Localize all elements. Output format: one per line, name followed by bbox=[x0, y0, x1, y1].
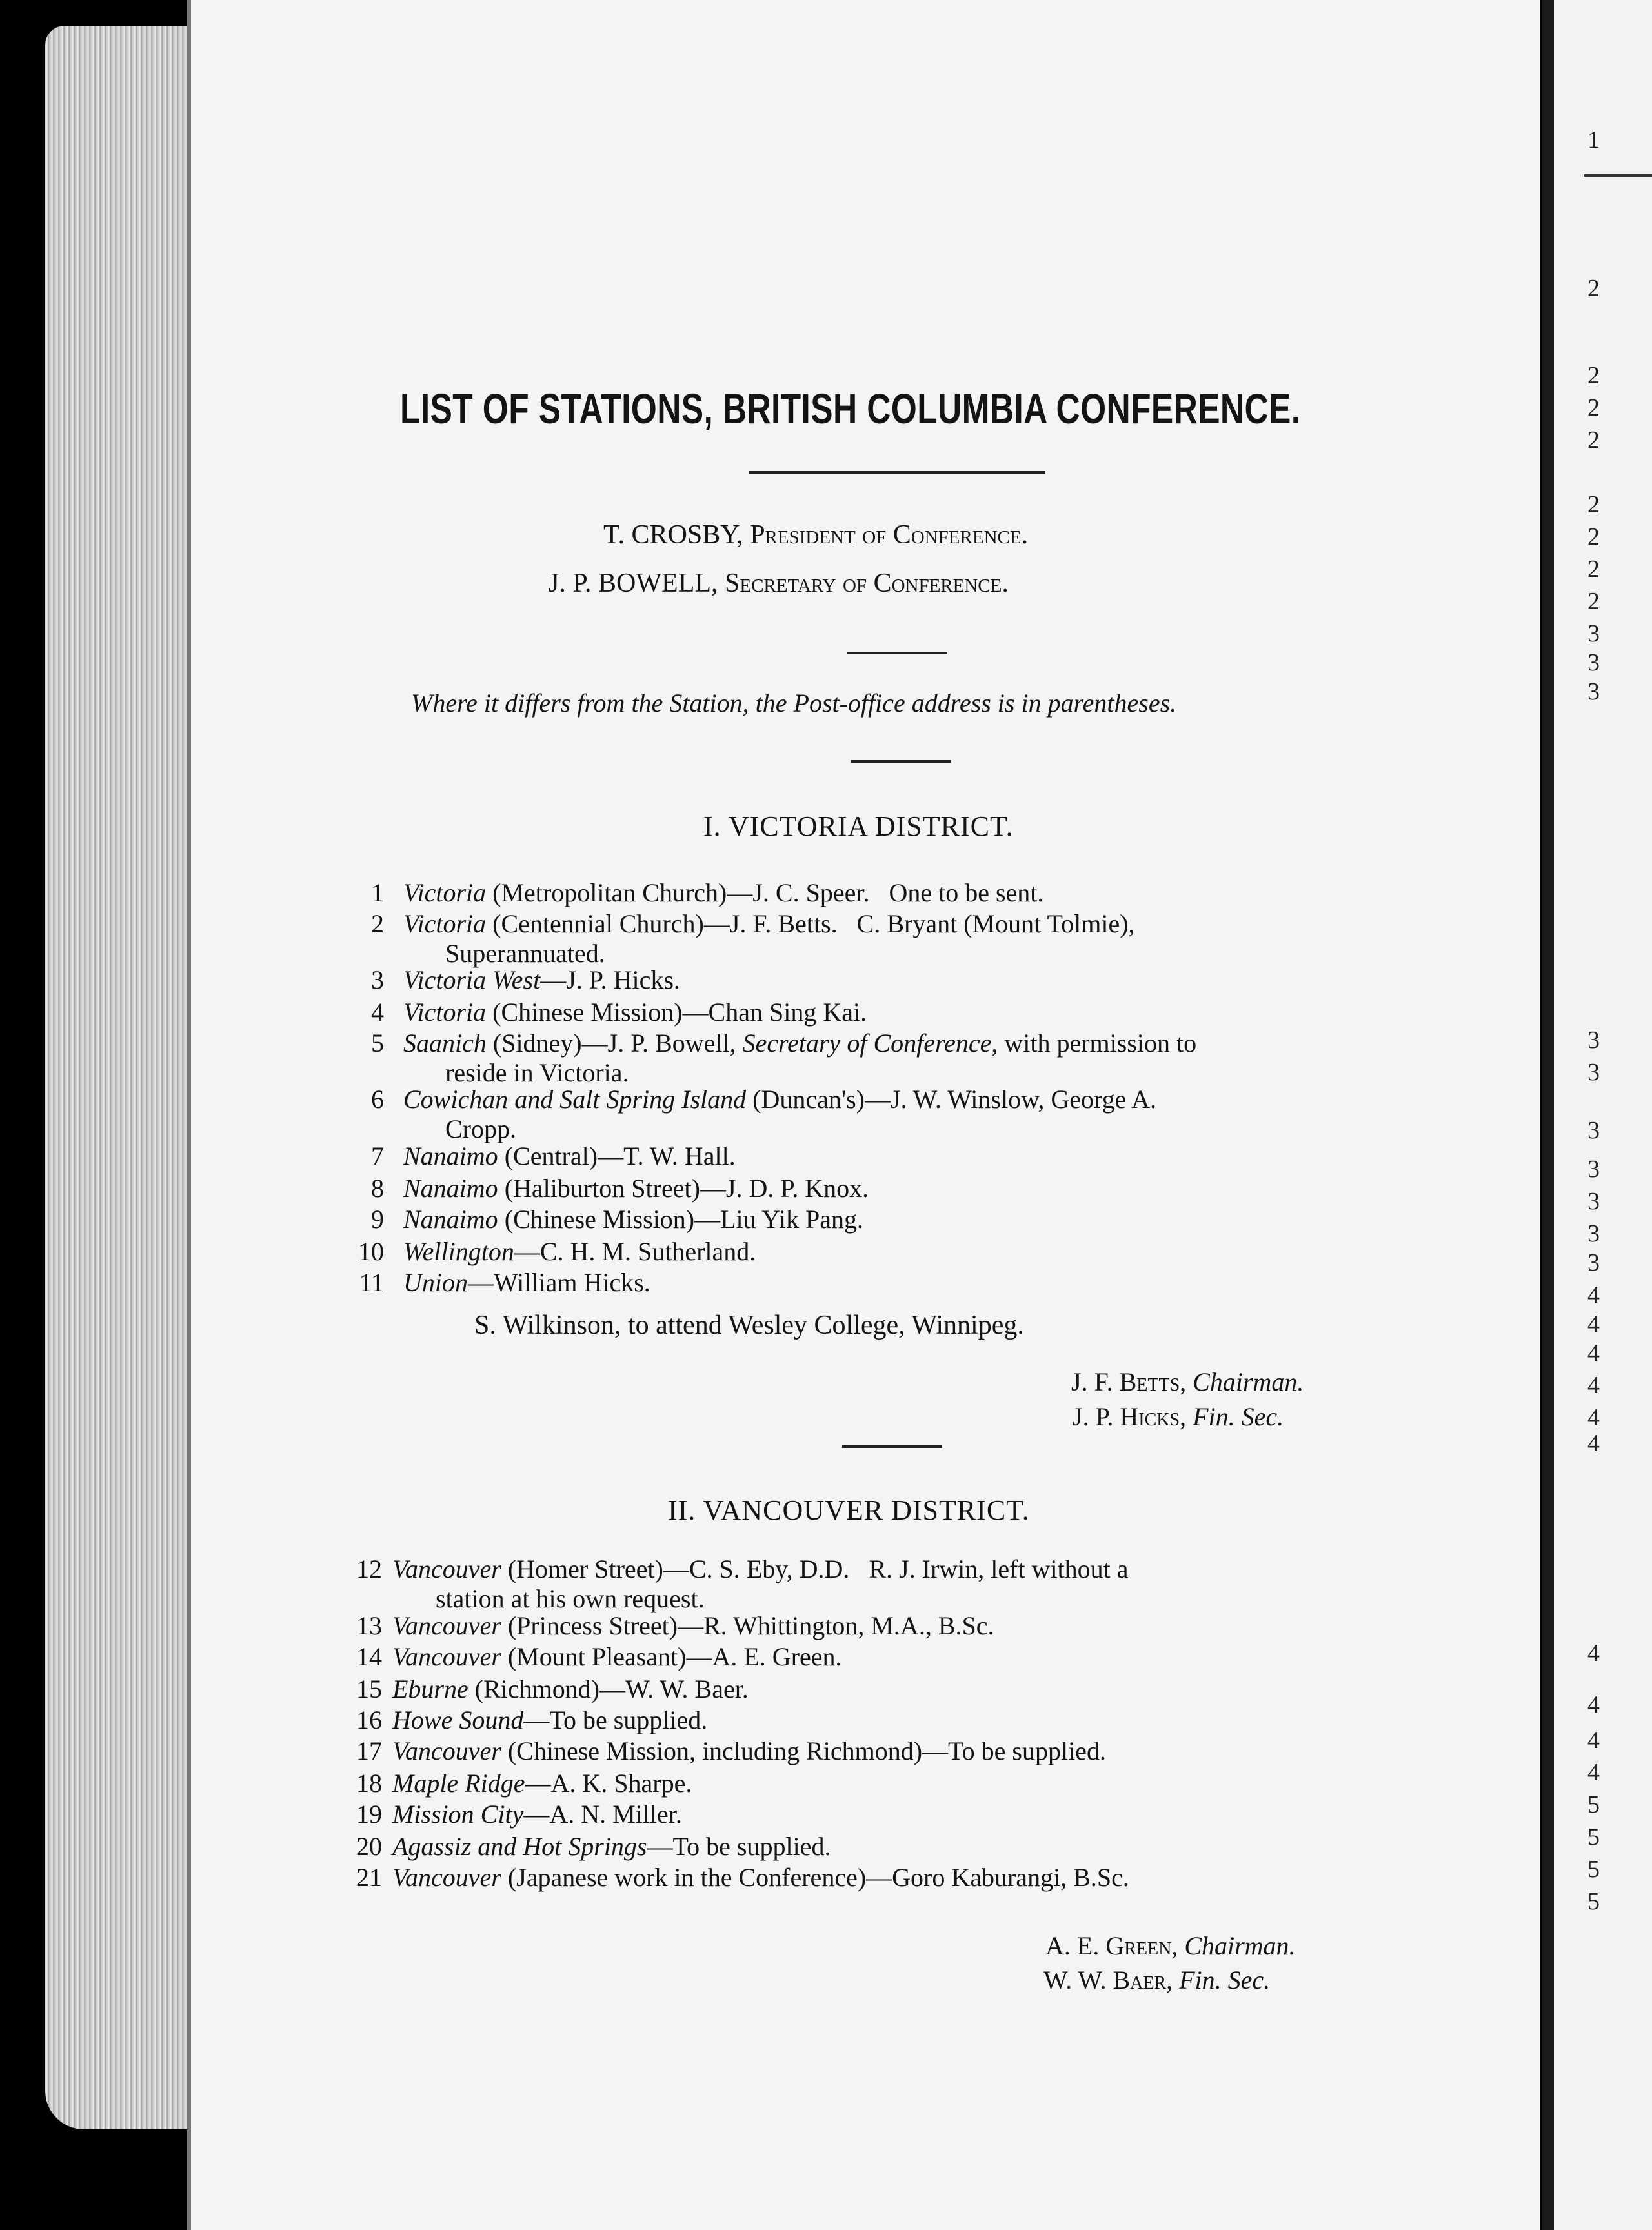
station-entry bbox=[403, 878, 1043, 909]
fin-sec-role: Fin. Sec. bbox=[1179, 1965, 1271, 1994]
facing-page-number: 3 bbox=[1587, 1249, 1600, 1276]
station-entry bbox=[392, 1642, 841, 1672]
station-details: (Sidney)—J. P. Bowell, bbox=[486, 1029, 743, 1058]
station-name: Mission City bbox=[392, 1800, 524, 1829]
station-entry bbox=[403, 997, 867, 1028]
page-title: LIST OF STATIONS, BRITISH COLUMBIA CONFERENCE. bbox=[400, 385, 1301, 432]
station-name: Victoria West bbox=[403, 965, 541, 994]
secretary-name: J. P. BOWELL, bbox=[549, 568, 718, 598]
station-details: (Duncan's)—J. W. Winslow, George A. bbox=[746, 1085, 1157, 1114]
facing-page-number: 4 bbox=[1587, 1727, 1600, 1754]
facing-page-number: 4 bbox=[1587, 1281, 1600, 1309]
station-entry bbox=[392, 1799, 682, 1830]
station-entry bbox=[403, 1236, 756, 1267]
station-name: Victoria bbox=[403, 998, 487, 1027]
title-rule bbox=[749, 471, 1045, 474]
station-details: —William Hicks. bbox=[468, 1268, 650, 1297]
entry-number: 15 bbox=[356, 1674, 382, 1703]
station-details: (Chinese Mission)—Liu Yik Pang. bbox=[498, 1205, 863, 1234]
fin-sec-role: Fin. Sec. bbox=[1193, 1402, 1284, 1431]
secretary-line bbox=[549, 568, 1009, 599]
entry-number: 21 bbox=[356, 1863, 382, 1892]
facing-page-number: 4 bbox=[1587, 1311, 1600, 1338]
fin-sec-name: J. P. Hicks, bbox=[1073, 1402, 1187, 1431]
facing-page-number: 2 bbox=[1587, 556, 1600, 583]
district-heading-victoria: I. VICTORIA DISTRICT. bbox=[703, 810, 1014, 842]
station-details: (Centennial Church)—J. F. Betts. C. Bryant (Mount Tolmie), bbox=[486, 909, 1135, 938]
station-name: Saanich bbox=[403, 1029, 487, 1058]
station-name: Eburne bbox=[392, 1674, 468, 1703]
district-fin-sec bbox=[1073, 1401, 1284, 1432]
entry-number: 20 bbox=[356, 1832, 382, 1861]
facing-page-number: 3 bbox=[1587, 1188, 1600, 1215]
district-heading-vancouver: II. VANCOUVER DISTRICT. bbox=[668, 1494, 1030, 1526]
facing-page-number: 2 bbox=[1587, 588, 1600, 615]
station-details: —C. H. M. Sutherland. bbox=[514, 1237, 756, 1266]
station-entry bbox=[403, 909, 1135, 939]
entry-number: 12 bbox=[356, 1554, 382, 1583]
district-chairman bbox=[1045, 1931, 1296, 1961]
entry-number: 5 bbox=[371, 1029, 384, 1058]
station-entry bbox=[392, 1768, 692, 1799]
facing-page-number: 2 bbox=[1587, 427, 1600, 454]
facing-page-number: 2 bbox=[1587, 523, 1600, 550]
facing-page-number: 2 bbox=[1587, 491, 1600, 518]
facing-page-number: 4 bbox=[1587, 1372, 1600, 1399]
station-name: Victoria bbox=[403, 878, 487, 907]
facing-page-number: 1 bbox=[1587, 126, 1600, 154]
entry-number: 4 bbox=[371, 998, 384, 1027]
station-entry-continued: station at his own request. bbox=[436, 1584, 705, 1613]
facing-page-number: 4 bbox=[1587, 1640, 1600, 1667]
entry-number: 2 bbox=[371, 909, 384, 938]
facing-page-number: 3 bbox=[1587, 1059, 1600, 1086]
station-details: (Japanese work in the Conference)—Goro Kaburangi, B.Sc. bbox=[501, 1863, 1129, 1892]
chairman-name: A. E. Green, bbox=[1045, 1931, 1178, 1960]
note-rule bbox=[851, 760, 951, 763]
station-name: Wellington bbox=[403, 1237, 514, 1266]
station-details: (Haliburton Street)—J. D. P. Knox. bbox=[498, 1174, 869, 1203]
station-name: Vancouver bbox=[392, 1863, 501, 1892]
station-details: (Richmond)—W. W. Baer. bbox=[468, 1674, 749, 1703]
station-details: —J. P. Hicks. bbox=[540, 965, 680, 994]
station-entry bbox=[403, 1267, 650, 1298]
station-name: Victoria bbox=[403, 909, 487, 938]
station-entry-continued: Cropp. bbox=[445, 1114, 516, 1143]
facing-page-number: 5 bbox=[1587, 1823, 1600, 1851]
president-role: President of Conference. bbox=[750, 520, 1029, 550]
facing-page-number: 3 bbox=[1587, 678, 1600, 705]
station-details: (Princess Street)—R. Whittington, M.A., B.Sc. bbox=[501, 1611, 994, 1640]
station-name: Howe Sound bbox=[392, 1705, 524, 1734]
station-name: Agassiz and Hot Springs bbox=[392, 1832, 647, 1861]
station-entry bbox=[392, 1674, 749, 1705]
document-page bbox=[187, 0, 1540, 2230]
facing-page-number: 2 bbox=[1587, 394, 1600, 421]
station-entry-continued: reside in Victoria. bbox=[445, 1058, 629, 1087]
station-details: —A. K. Sharpe. bbox=[525, 1769, 692, 1798]
facing-page-number: 2 bbox=[1587, 362, 1600, 389]
station-entry bbox=[403, 1141, 736, 1172]
district-chairman bbox=[1071, 1367, 1304, 1397]
chairman-role: Chairman. bbox=[1184, 1931, 1296, 1960]
station-entry bbox=[403, 1028, 1196, 1059]
station-details: (Mount Pleasant)—A. E. Green. bbox=[501, 1642, 842, 1671]
president-name: T. CROSBY, bbox=[603, 520, 743, 550]
president-line bbox=[603, 519, 1028, 550]
facing-page-rule bbox=[1584, 174, 1652, 177]
entry-number: 10 bbox=[358, 1237, 384, 1266]
station-entry bbox=[392, 1831, 831, 1862]
facing-page-number: 3 bbox=[1587, 1117, 1600, 1144]
station-name: Vancouver bbox=[392, 1642, 501, 1671]
facing-page-number: 4 bbox=[1587, 1340, 1600, 1367]
station-name: Union bbox=[403, 1268, 468, 1297]
station-entry bbox=[392, 1611, 994, 1642]
header-rule bbox=[847, 652, 947, 654]
station-entry-continued: Superannuated. bbox=[445, 939, 605, 968]
facing-page-number: 5 bbox=[1587, 1791, 1600, 1818]
station-details: —A. N. Miller. bbox=[523, 1800, 682, 1829]
station-office: Secretary of Conference bbox=[742, 1029, 992, 1058]
facing-page-number: 3 bbox=[1587, 1156, 1600, 1183]
entry-number: 14 bbox=[356, 1642, 382, 1671]
entry-number: 13 bbox=[356, 1611, 382, 1640]
station-entry bbox=[403, 1084, 1156, 1115]
entry-number: 6 bbox=[371, 1085, 384, 1114]
station-entry bbox=[403, 965, 680, 996]
entry-number: 3 bbox=[371, 965, 384, 994]
station-details: (Metropolitan Church)—J. C. Speer. One to be sent. bbox=[486, 878, 1044, 907]
station-details: —To be supplied. bbox=[647, 1832, 831, 1861]
facing-page-number: 4 bbox=[1587, 1759, 1600, 1786]
station-entry bbox=[403, 1204, 863, 1235]
district-rule bbox=[842, 1445, 942, 1448]
book-page-edges bbox=[45, 26, 194, 2129]
station-name: Nanaimo bbox=[403, 1205, 498, 1234]
facing-page-number: 5 bbox=[1587, 1888, 1600, 1915]
station-entry bbox=[392, 1862, 1129, 1893]
facing-page-number: 3 bbox=[1587, 1027, 1600, 1054]
station-name: Vancouver bbox=[392, 1554, 501, 1583]
entry-number: 8 bbox=[371, 1174, 384, 1203]
secretary-role: Secretary of Conference. bbox=[725, 568, 1009, 598]
station-entry bbox=[403, 1173, 869, 1204]
entry-number: 7 bbox=[371, 1141, 384, 1170]
entry-number: 1 bbox=[371, 878, 384, 907]
facing-page-number: 4 bbox=[1587, 1691, 1600, 1718]
entry-number: 16 bbox=[356, 1705, 382, 1734]
station-name: Nanaimo bbox=[403, 1174, 498, 1203]
chairman-role: Chairman. bbox=[1193, 1367, 1304, 1396]
facing-page-number: 3 bbox=[1587, 649, 1600, 676]
fin-sec-name: W. W. Baer, bbox=[1043, 1965, 1173, 1994]
station-details: (Chinese Mission)—Chan Sing Kai. bbox=[486, 998, 867, 1027]
station-name: Maple Ridge bbox=[392, 1769, 525, 1798]
entry-number: 19 bbox=[356, 1800, 382, 1829]
station-details: (Chinese Mission, including Richmond)—To be supplied. bbox=[501, 1736, 1106, 1765]
address-note: Where it differs from the Station, the Post-office address is in parentheses. bbox=[411, 688, 1177, 718]
station-entry bbox=[392, 1554, 1129, 1585]
station-name: Vancouver bbox=[392, 1736, 501, 1765]
chairman-name: J. F. Betts, bbox=[1071, 1367, 1187, 1396]
station-name: Vancouver bbox=[392, 1611, 501, 1640]
station-details: —To be supplied. bbox=[523, 1705, 708, 1734]
station-details: (Homer Street)—C. S. Eby, D.D. R. J. Irwin, left without a bbox=[501, 1554, 1129, 1583]
entry-number: 9 bbox=[371, 1205, 384, 1234]
district-fin-sec bbox=[1043, 1965, 1270, 1995]
station-entry bbox=[392, 1705, 707, 1736]
station-details: (Central)—T. W. Hall. bbox=[498, 1141, 736, 1170]
station-details: , with permission to bbox=[991, 1029, 1197, 1058]
entry-number: 18 bbox=[356, 1769, 382, 1798]
entry-number: 17 bbox=[356, 1736, 382, 1765]
facing-page-number: 2 bbox=[1587, 275, 1600, 302]
station-entry bbox=[392, 1736, 1106, 1767]
facing-page-number: 4 bbox=[1587, 1404, 1600, 1431]
facing-page-number: 3 bbox=[1587, 1220, 1600, 1247]
facing-page-number: 5 bbox=[1587, 1856, 1600, 1883]
district-extra-note: S. Wilkinson, to attend Wesley College, Winnipeg. bbox=[474, 1311, 1024, 1340]
entry-number: 11 bbox=[359, 1268, 384, 1297]
facing-page-number: 3 bbox=[1587, 620, 1600, 647]
station-name: Cowichan and Salt Spring Island bbox=[403, 1085, 747, 1114]
station-name: Nanaimo bbox=[403, 1141, 498, 1170]
facing-page-number: 4 bbox=[1587, 1430, 1600, 1457]
